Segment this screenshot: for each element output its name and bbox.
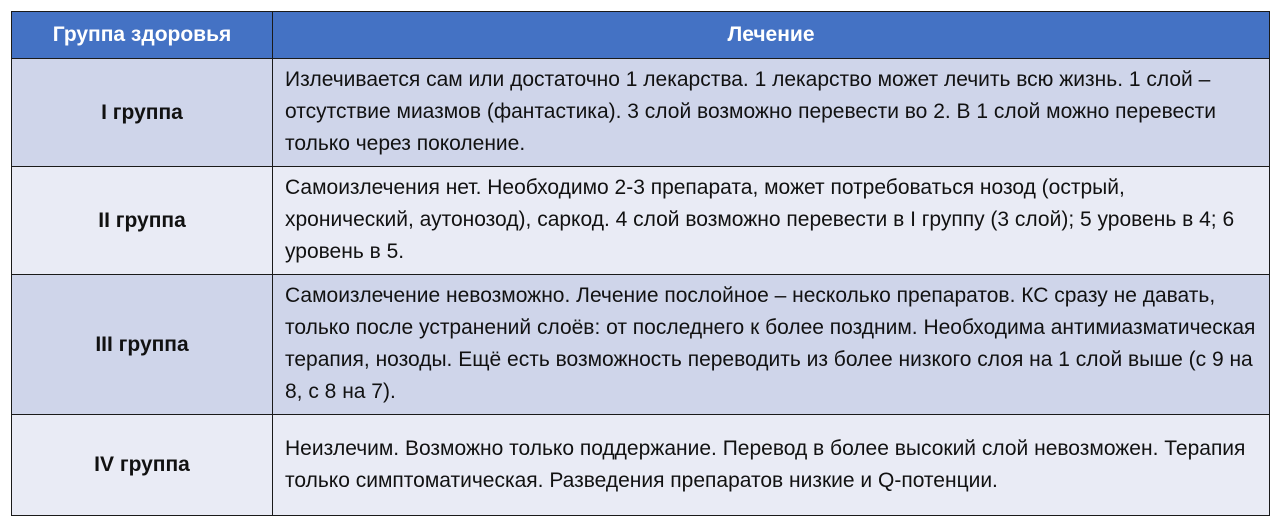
treatment-cell: Неизлечим. Возможно только поддержание. Перевод в более высокий слой невозможен. Терапия только симптоматическая. Разведения препаратов низкие и Q-потенции.: [273, 415, 1270, 516]
table-row: [12, 415, 1270, 516]
treatment-cell: Самоизлечение невозможно. Лечение послойное – несколько препаратов. КС сразу не давать, только после устранений слоёв: от последнего к более поздним. Необходима антимиазматическая терапия, нозоды. Ещё есть возможность переводить из более низкого слоя на 1 слой выше (с 9 на 8, с 8 на 7).: [273, 275, 1270, 415]
health-groups-table-wrapper: [11, 11, 1269, 516]
group-cell: I группа: [12, 59, 273, 167]
table-row: [12, 167, 1270, 275]
group-cell: III группа: [12, 275, 273, 415]
group-cell: II группа: [12, 167, 273, 275]
column-header-health-group: Группа здоровья: [12, 12, 273, 59]
treatment-cell: Излечивается сам или достаточно 1 лекарства. 1 лекарство может лечить всю жизнь. 1 слой – отсутствие миазмов (фантастика). 3 слой возможно перевести во 2. В 1 слой можно перевести только через поколение.: [273, 59, 1270, 167]
table-row: [12, 59, 1270, 167]
health-groups-table: [11, 11, 1270, 516]
group-cell: IV группа: [12, 415, 273, 516]
table-row: [12, 275, 1270, 415]
table-header-row: [12, 12, 1270, 59]
column-header-treatment: Лечение: [273, 12, 1270, 59]
treatment-cell: Самоизлечения нет. Необходимо 2-3 препарата, может потребоваться нозод (острый, хронический, аутонозод), саркод. 4 слой возможно перевести в I группу (3 слой); 5 уровень в 4; 6 уровень в 5.: [273, 167, 1270, 275]
